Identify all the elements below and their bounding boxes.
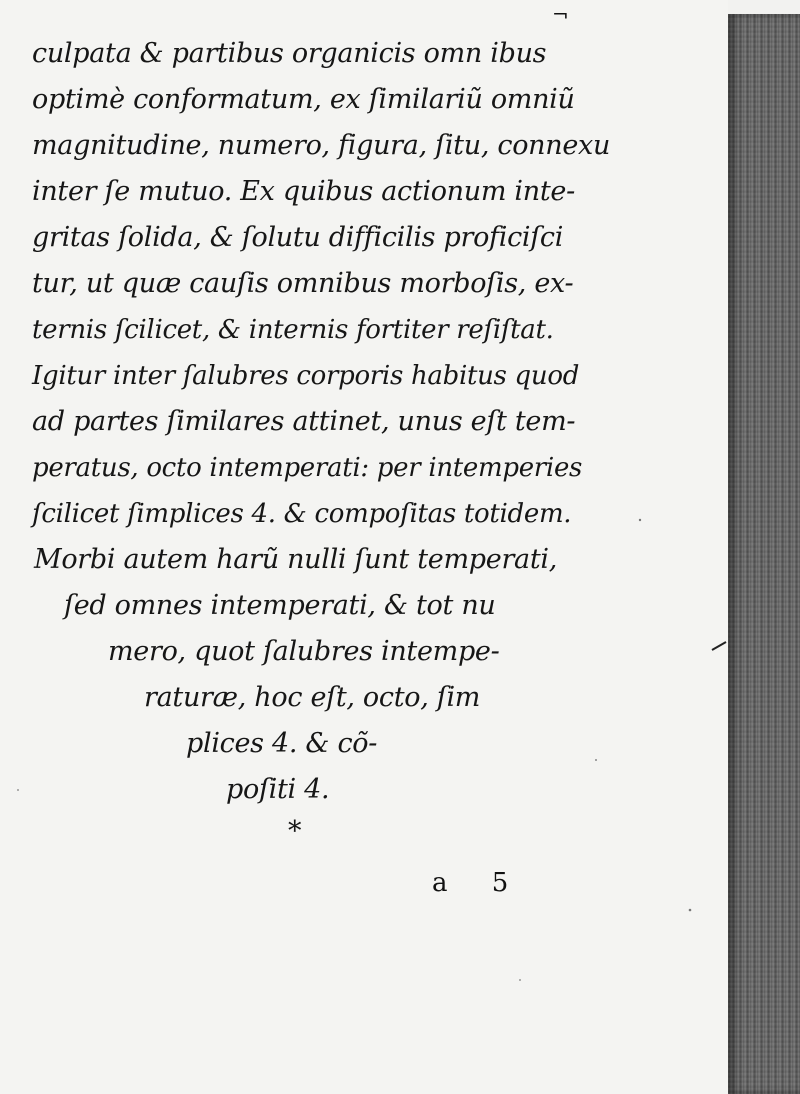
signature-mark: a 5 (432, 868, 527, 898)
text-line: ternis ſcilicet, & internis fortiter reſiſtat. (32, 315, 554, 345)
text-line: peratus, octo intemperati: per intemperies (32, 453, 583, 483)
text-line: tur, ut quæ cauſis omnibus morboſis, ex- (32, 268, 574, 299)
text-line: raturæ, hoc eſt, octo, ſim (144, 682, 481, 713)
page-fore-edge (728, 14, 800, 1094)
text-line: gritas ſolida, & ſolutu difficilis proficiſci (32, 222, 564, 253)
text-line: ſed omnes intemperati, & tot nu (64, 590, 496, 621)
page-corner-mark: ¬ (552, 2, 569, 26)
text-line: magnitudine, numero, figura, ſitu, connexu (32, 130, 611, 161)
text-line: ad partes ſimilares attinet, unus eſt tem- (32, 406, 576, 437)
text-line: plices 4. & cõ- (186, 728, 378, 759)
text-line: optimè conformatum, ex ſimilariũ omniũ (32, 84, 575, 115)
text-line: culpata & partibus organicis omn ibus (32, 38, 547, 69)
text-line: mero, quot ſalubres intempe- (108, 636, 500, 667)
text-line: ſcilicet ſimplices 4. & compoſitas totidem. (32, 499, 572, 529)
text-line: poſiti 4. (226, 774, 330, 805)
text-line: Igitur inter ſalubres corporis habitus quod (32, 361, 580, 391)
text-line: Morbi autem harũ nulli ſunt temperati, (34, 544, 558, 575)
text-line: inter ſe mutuo. Ex quibus actionum inte- (32, 176, 575, 207)
asterisk-mark: * (288, 816, 302, 847)
